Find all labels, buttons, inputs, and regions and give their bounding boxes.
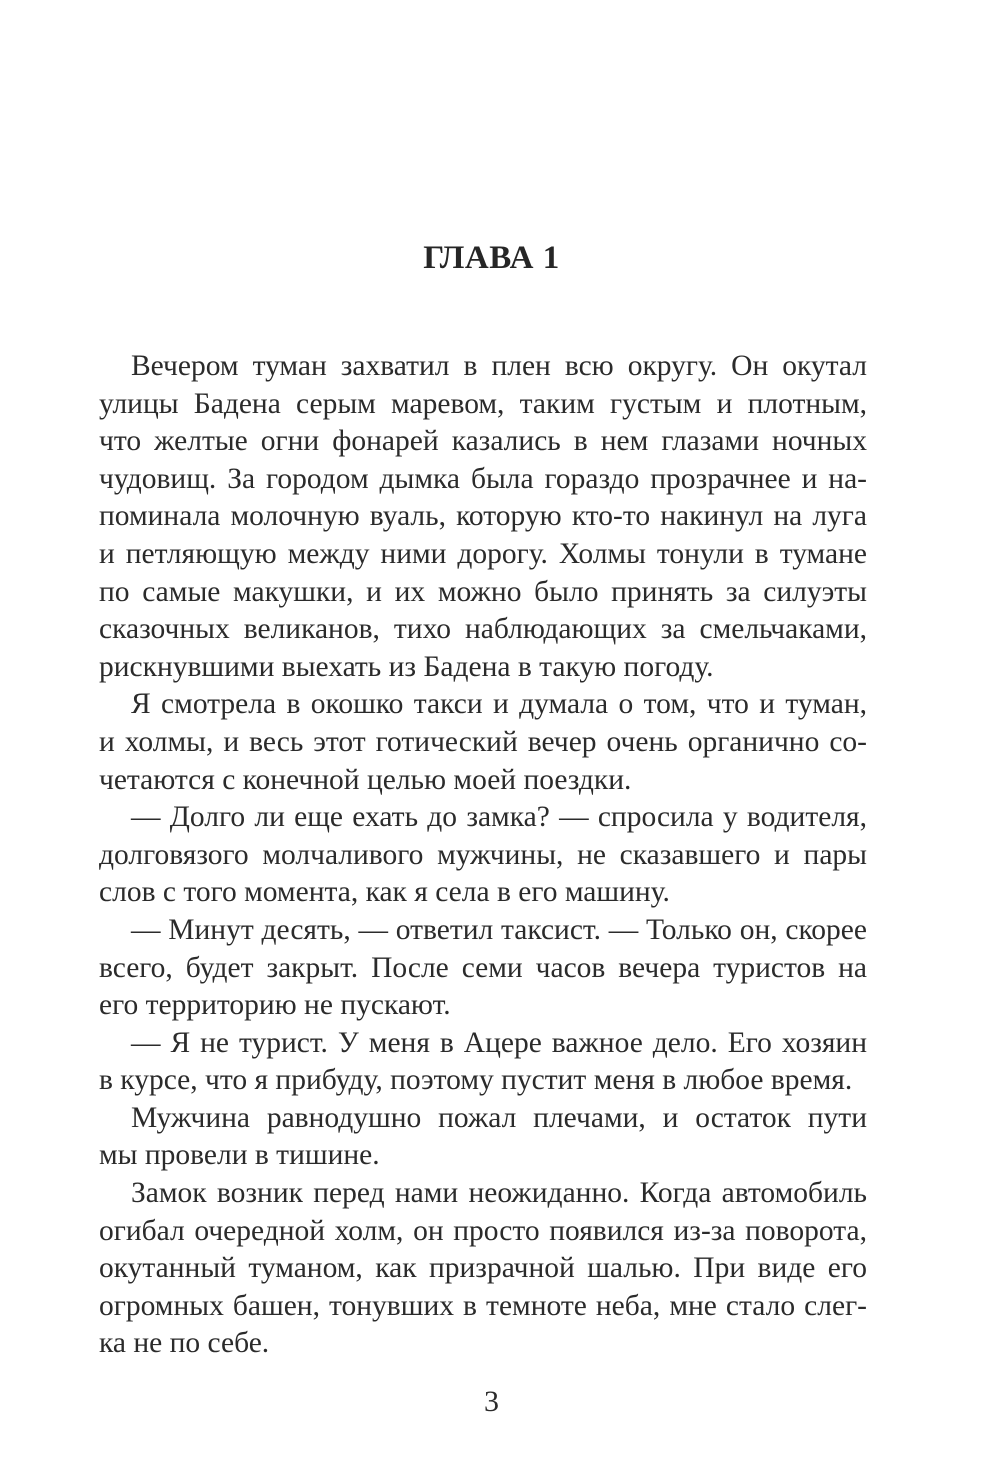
text-line: рискнувшими выехать из Бадена в такую погоду. [99,650,714,683]
text-line: четаются с конечной целью моей поездки. [99,763,632,796]
text-line: Мужчина равнодушно пожал плечами, и остаток пути [131,1101,867,1134]
text-line: — Долго ли еще ехать до замка? — спросила у водителя, [131,801,867,834]
text-line: долговязого молчаливого мужчины, не сказавшего и пары [99,838,867,871]
chapter-body-text [99,348,867,1363]
chapter-title: ГЛАВА 1 [423,240,560,276]
text-line: огибал очередной холм, он просто появился из-за поворота, [99,1214,867,1247]
text-line: и холмы, и весь этот готический вечер очень органично со- [99,725,867,758]
text-line: мы провели в тишине. [99,1139,380,1172]
text-line: что желтые огни фонарей казались в нем глазами ночных [99,425,867,458]
text-line: всего, будет закрыт. После семи часов вечера туристов на [99,951,867,984]
page-number: 3 [484,1385,499,1418]
text-line: окутанный туманом, как призрачной шалью. При виде его [99,1252,867,1285]
text-line: ка не по себе. [99,1327,270,1360]
text-line: и петляющую между ними дорогу. Холмы тонули в тумане [99,537,867,570]
text-line: в курсе, что я прибуду, поэтому пустит меня в любое время. [99,1064,853,1097]
text-line: чудовищ. За городом дымка была гораздо прозрачнее и на- [99,462,867,495]
text-line: огромных башен, тонувших в темноте неба, мне стало слег- [99,1289,867,1322]
text-line: Вечером туман захватил в плен всю округу. Он окутал [131,350,867,382]
text-line: сказочных великанов, тихо наблюдающих за смельчаками, [99,613,867,646]
text-line: Замок возник перед нами неожиданно. Когда автомобиль [131,1177,867,1210]
text-line: по самые макушки, и их можно было принять за силуэты [99,575,867,608]
text-line: поминала молочную вуаль, которую кто-то накинул на луга [99,500,867,533]
text-line: улицы Бадена серым маревом, таким густым и плотным, [99,387,867,420]
text-line: Я смотрела в окошко такси и думала о том, что и туман, [131,688,867,721]
text-line: его территорию не пускают. [99,989,451,1022]
text-line: слов с того момента, как я села в его машину. [99,876,670,909]
text-line: — Я не турист. У меня в Ацере важное дело. Его хозяин [131,1026,867,1059]
text-line: — Минут десять, — ответил таксист. — Только он, скорее [131,913,867,946]
